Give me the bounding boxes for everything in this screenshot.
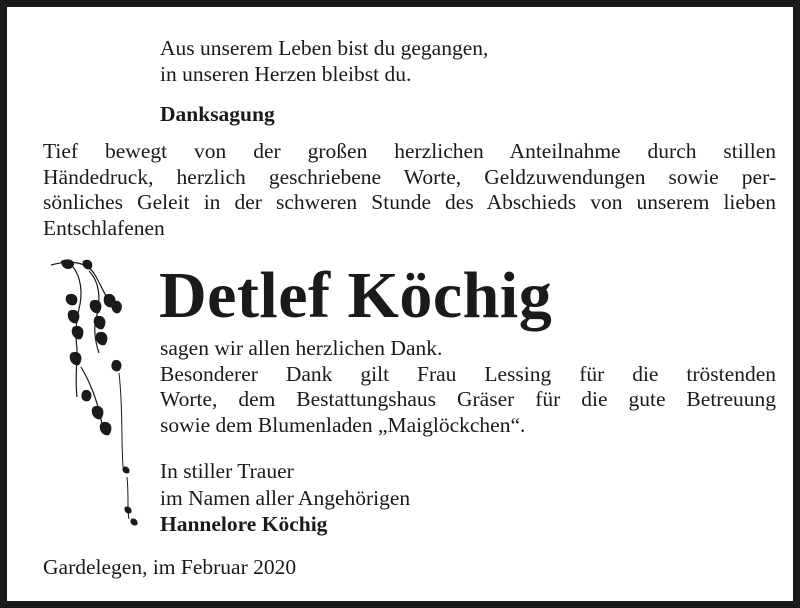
intro-line-4: Entschlafenen [43, 215, 165, 240]
place-date: Gardelegen, im Februar 2020 [43, 555, 297, 579]
leaf-branch-icon [43, 257, 143, 537]
signature-name: Hannelore Köchig [160, 512, 328, 536]
signature-line-2: im Namen aller Angehörigen [160, 485, 411, 510]
heading: Danksagung [160, 102, 275, 126]
thanks-line-4: sowie dem Blumenladen „Maiglöckchen“. [160, 412, 526, 437]
signature-block [160, 458, 410, 538]
motto [160, 36, 488, 87]
deceased-name: Detlef Köchig [159, 259, 553, 332]
thanks-text [160, 336, 776, 438]
intro-text [43, 139, 776, 241]
intro-line-2: Händedruck, herzlich geschriebene Worte, Geldzuwendungen sowie per- [43, 164, 776, 189]
intro-line-1: Tief bewegt von der großen herzlichen Anteilnahme durch stillen [43, 139, 776, 163]
thanks-line-3: Worte, dem Bestattungshaus Gräser für die gute Betreuung [160, 387, 776, 411]
intro-line-3: sönliches Geleit in der schweren Stunde des Abschieds von unserem lieben [43, 190, 776, 214]
motto-line-1: Aus unserem Leben bist du gegangen, [160, 36, 489, 60]
motto-line-2: in unseren Herzen bleibst du. [160, 61, 412, 86]
thanks-line-2: Besonderer Dank gilt Frau Lessing für die tröstenden [160, 361, 776, 386]
signature-line-1: In stiller Trauer [160, 459, 294, 483]
thanks-line-1: sagen wir allen herzlichen Dank. [160, 336, 443, 360]
